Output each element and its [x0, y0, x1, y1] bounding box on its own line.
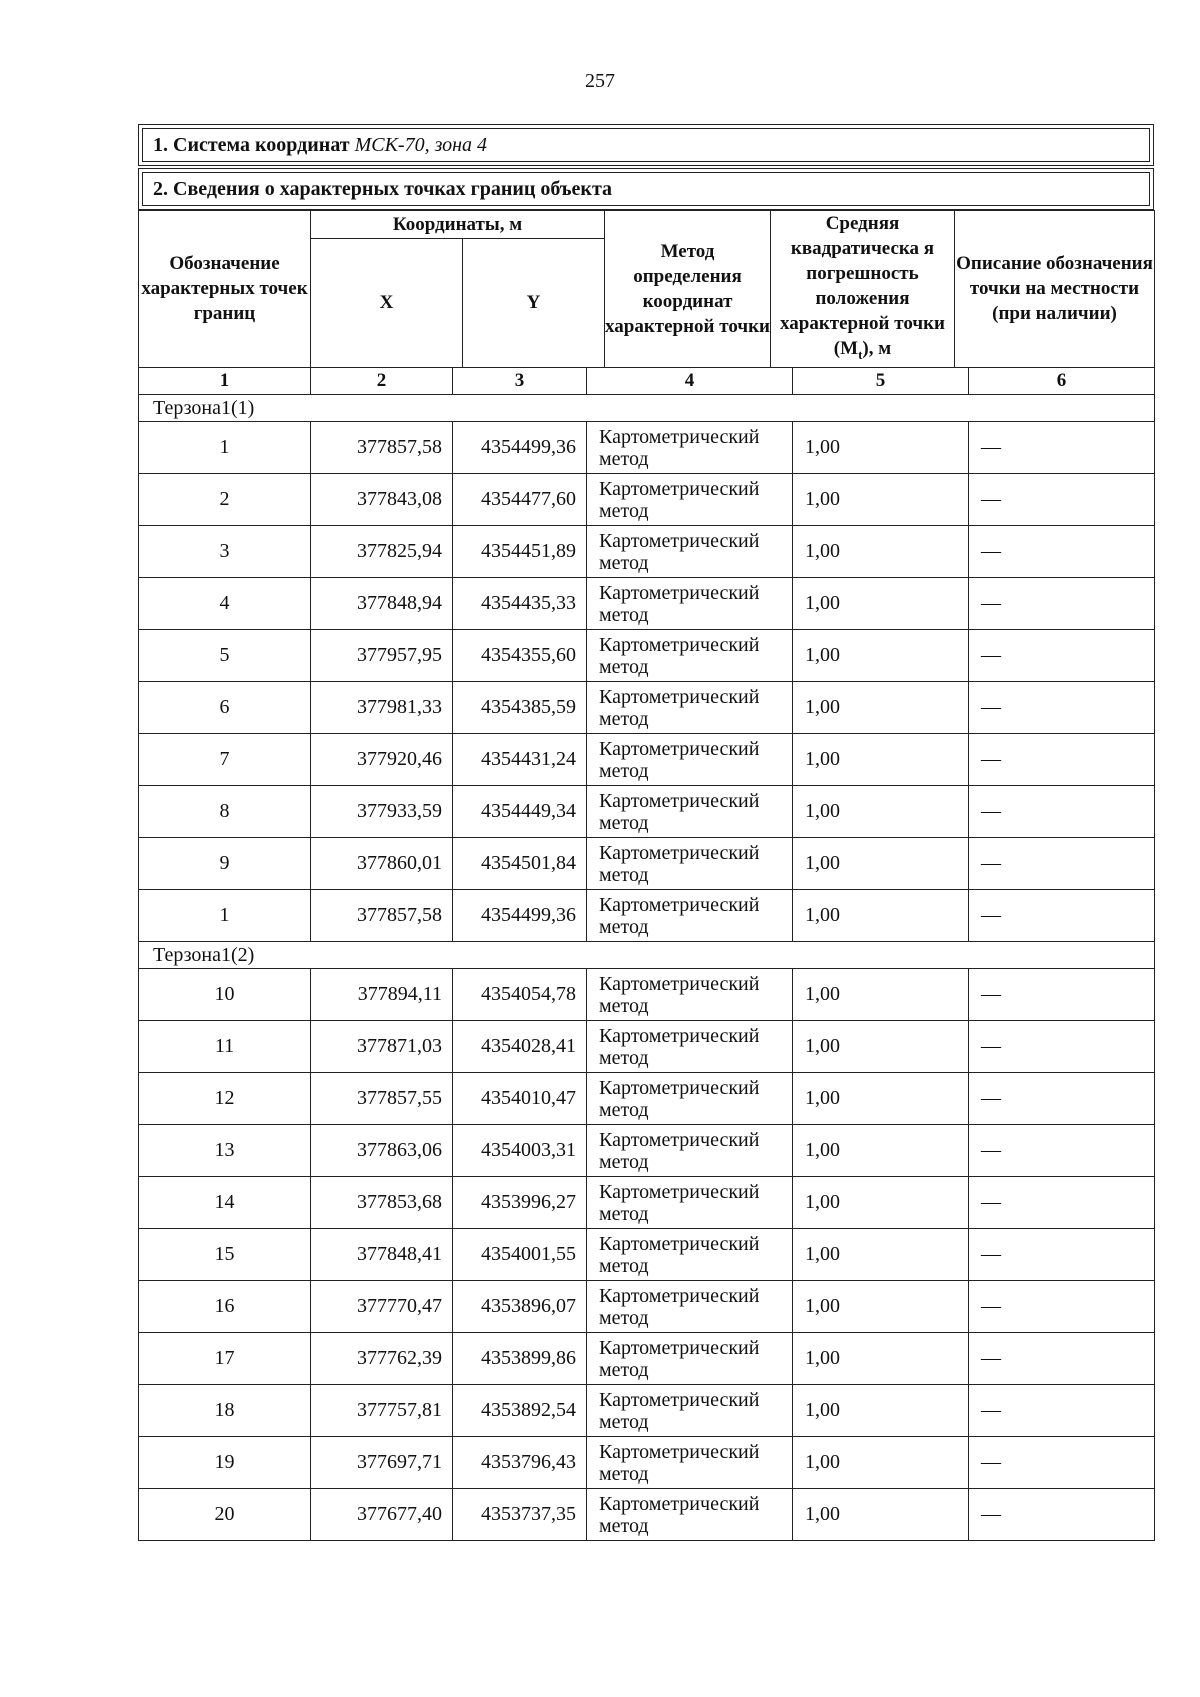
table-row — [139, 890, 1155, 942]
coord-x: 377697,71 — [311, 1437, 453, 1489]
table-row — [139, 1333, 1155, 1385]
page-number: 257 — [585, 70, 615, 92]
coord-x: 377853,68 — [311, 1177, 453, 1229]
point-number: 14 — [139, 1177, 311, 1229]
error-value: 1,00 — [793, 1489, 969, 1541]
method: Картометрический метод — [587, 1385, 793, 1437]
coord-y: 4354449,34 — [453, 786, 587, 838]
coord-x: 377762,39 — [311, 1333, 453, 1385]
point-number: 7 — [139, 734, 311, 786]
error-value: 1,00 — [793, 1073, 969, 1125]
header-description: Описание обозначения точки на местности (при наличии) — [955, 211, 1155, 368]
coord-x: 377857,55 — [311, 1073, 453, 1125]
error-value: 1,00 — [793, 526, 969, 578]
coord-x: 377957,95 — [311, 630, 453, 682]
point-number: 17 — [139, 1333, 311, 1385]
method: Картометрический метод — [587, 1229, 793, 1281]
coord-y: 4354385,59 — [453, 682, 587, 734]
header-error-subscript: t — [858, 346, 863, 362]
method: Картометрический метод — [587, 734, 793, 786]
coord-x: 377933,59 — [311, 786, 453, 838]
table-row — [139, 1229, 1155, 1281]
table-row — [139, 734, 1155, 786]
coord-y: 4354435,33 — [453, 578, 587, 630]
boundary-points-section-title: 2. Сведения о характерных точках границ объекта — [153, 177, 613, 200]
description: — — [969, 1177, 1155, 1229]
coord-y: 4353892,54 — [453, 1385, 587, 1437]
coord-y: 4354477,60 — [453, 474, 587, 526]
table-row — [139, 578, 1155, 630]
error-value: 1,00 — [793, 1177, 969, 1229]
method: Картометрический метод — [587, 1437, 793, 1489]
group-name: Терзона1(2) — [139, 942, 1155, 969]
description: — — [969, 1385, 1155, 1437]
point-number: 1 — [139, 890, 311, 942]
error-value: 1,00 — [793, 786, 969, 838]
coord-x: 377894,11 — [311, 969, 453, 1021]
coord-y: 4354499,36 — [453, 890, 587, 942]
point-number: 6 — [139, 682, 311, 734]
coord-x: 377848,94 — [311, 578, 453, 630]
coord-x: 377920,46 — [311, 734, 453, 786]
coord-y: 4353737,35 — [453, 1489, 587, 1541]
description: — — [969, 422, 1155, 474]
method: Картометрический метод — [587, 422, 793, 474]
method: Картометрический метод — [587, 890, 793, 942]
method: Картометрический метод — [587, 1489, 793, 1541]
coord-y: 4354010,47 — [453, 1073, 587, 1125]
point-number: 1 — [139, 422, 311, 474]
error-value: 1,00 — [793, 1021, 969, 1073]
description: — — [969, 1333, 1155, 1385]
coord-x: 377843,08 — [311, 474, 453, 526]
description: — — [969, 1021, 1155, 1073]
method: Картометрический метод — [587, 682, 793, 734]
column-number: 2 — [311, 368, 453, 395]
coordinate-system-label: 1. Система координат — [153, 133, 355, 156]
coord-x: 377981,33 — [311, 682, 453, 734]
coordinate-system-value: МСК-70, зона 4 — [354, 133, 488, 156]
description: — — [969, 838, 1155, 890]
table-row — [139, 786, 1155, 838]
point-number: 2 — [139, 474, 311, 526]
coord-x: 377770,47 — [311, 1281, 453, 1333]
coord-x: 377860,01 — [311, 838, 453, 890]
coord-x: 377757,81 — [311, 1385, 453, 1437]
points-table — [138, 367, 1155, 1541]
method: Картометрический метод — [587, 1333, 793, 1385]
error-value: 1,00 — [793, 1333, 969, 1385]
coord-y: 4353899,86 — [453, 1333, 587, 1385]
point-number: 11 — [139, 1021, 311, 1073]
table-row — [139, 682, 1155, 734]
header-error — [771, 211, 955, 368]
coord-x: 377857,58 — [311, 422, 453, 474]
description: — — [969, 1489, 1155, 1541]
column-number: 6 — [969, 368, 1155, 395]
group-row — [139, 942, 1155, 969]
coord-x: 377863,06 — [311, 1125, 453, 1177]
method: Картометрический метод — [587, 526, 793, 578]
error-value: 1,00 — [793, 1125, 969, 1177]
coord-y: 4354431,24 — [453, 734, 587, 786]
description: — — [969, 969, 1155, 1021]
column-number: 1 — [139, 368, 311, 395]
description: — — [969, 734, 1155, 786]
header-error-unit: ), м — [862, 338, 892, 359]
coord-y: 4354028,41 — [453, 1021, 587, 1073]
coord-y: 4353996,27 — [453, 1177, 587, 1229]
group-name: Терзона1(1) — [139, 395, 1155, 422]
table-row — [139, 1021, 1155, 1073]
method: Картометрический метод — [587, 838, 793, 890]
coord-y: 4354499,36 — [453, 422, 587, 474]
point-number: 13 — [139, 1125, 311, 1177]
column-number-row — [139, 368, 1155, 395]
coordinate-system-box — [138, 124, 1154, 166]
method: Картометрический метод — [587, 630, 793, 682]
method: Картометрический метод — [587, 1125, 793, 1177]
error-value: 1,00 — [793, 1385, 969, 1437]
error-value: 1,00 — [793, 682, 969, 734]
table-row — [139, 1281, 1155, 1333]
coord-x: 377677,40 — [311, 1489, 453, 1541]
coord-y: 4353896,07 — [453, 1281, 587, 1333]
method: Картометрический метод — [587, 969, 793, 1021]
coord-y: 4354501,84 — [453, 838, 587, 890]
description: — — [969, 630, 1155, 682]
table-row — [139, 1125, 1155, 1177]
description: — — [969, 578, 1155, 630]
description: — — [969, 682, 1155, 734]
description: — — [969, 786, 1155, 838]
table-row — [139, 1437, 1155, 1489]
table-row — [139, 630, 1155, 682]
error-value: 1,00 — [793, 890, 969, 942]
point-number: 19 — [139, 1437, 311, 1489]
coord-x: 377825,94 — [311, 526, 453, 578]
table-row — [139, 474, 1155, 526]
point-number: 16 — [139, 1281, 311, 1333]
coord-x: 377848,41 — [311, 1229, 453, 1281]
header-x: X — [311, 239, 463, 368]
error-value: 1,00 — [793, 734, 969, 786]
error-value: 1,00 — [793, 1281, 969, 1333]
description: — — [969, 1281, 1155, 1333]
method: Картометрический метод — [587, 786, 793, 838]
header-coordinates: Координаты, м — [311, 211, 605, 239]
coord-y: 4354355,60 — [453, 630, 587, 682]
description: — — [969, 1073, 1155, 1125]
error-value: 1,00 — [793, 474, 969, 526]
table-row — [139, 1073, 1155, 1125]
error-value: 1,00 — [793, 422, 969, 474]
header-error-text: Средняя квадратическа я погрешность положения характерной точки (M — [780, 213, 945, 359]
description: — — [969, 890, 1155, 942]
table-row — [139, 526, 1155, 578]
error-value: 1,00 — [793, 630, 969, 682]
coord-y: 4353796,43 — [453, 1437, 587, 1489]
coord-x: 377871,03 — [311, 1021, 453, 1073]
point-number: 12 — [139, 1073, 311, 1125]
point-number: 18 — [139, 1385, 311, 1437]
table-row — [139, 1489, 1155, 1541]
point-number: 9 — [139, 838, 311, 890]
column-number: 3 — [453, 368, 587, 395]
boundary-points-section-frame — [142, 172, 1150, 206]
group-row — [139, 395, 1155, 422]
table-row — [139, 1177, 1155, 1229]
method: Картометрический метод — [587, 1281, 793, 1333]
point-number: 15 — [139, 1229, 311, 1281]
coordinate-system-frame — [142, 128, 1150, 162]
description: — — [969, 526, 1155, 578]
header-y: Y — [463, 239, 605, 368]
method: Картометрический метод — [587, 1021, 793, 1073]
point-number: 4 — [139, 578, 311, 630]
method: Картометрический метод — [587, 578, 793, 630]
point-number: 20 — [139, 1489, 311, 1541]
point-number: 10 — [139, 969, 311, 1021]
description: — — [969, 1437, 1155, 1489]
coord-x: 377857,58 — [311, 890, 453, 942]
header-point-designation: Обозначение характерных точек границ — [139, 211, 311, 368]
header-table — [138, 210, 1155, 368]
description: — — [969, 474, 1155, 526]
coord-y: 4354054,78 — [453, 969, 587, 1021]
point-number: 5 — [139, 630, 311, 682]
table-row — [139, 838, 1155, 890]
error-value: 1,00 — [793, 838, 969, 890]
coord-y: 4354003,31 — [453, 1125, 587, 1177]
table-row — [139, 1385, 1155, 1437]
error-value: 1,00 — [793, 969, 969, 1021]
coord-y: 4354451,89 — [453, 526, 587, 578]
description: — — [969, 1229, 1155, 1281]
error-value: 1,00 — [793, 578, 969, 630]
table-row — [139, 422, 1155, 474]
error-value: 1,00 — [793, 1229, 969, 1281]
error-value: 1,00 — [793, 1437, 969, 1489]
header-method: Метод определения координат характерной точки — [605, 211, 771, 368]
points-table-body — [139, 368, 1155, 1541]
column-number: 5 — [793, 368, 969, 395]
column-number: 4 — [587, 368, 793, 395]
description: — — [969, 1125, 1155, 1177]
point-number: 3 — [139, 526, 311, 578]
method: Картометрический метод — [587, 1177, 793, 1229]
table-row — [139, 969, 1155, 1021]
boundary-points-section-box — [138, 168, 1154, 210]
point-number: 8 — [139, 786, 311, 838]
coord-y: 4354001,55 — [453, 1229, 587, 1281]
method: Картометрический метод — [587, 474, 793, 526]
method: Картометрический метод — [587, 1073, 793, 1125]
